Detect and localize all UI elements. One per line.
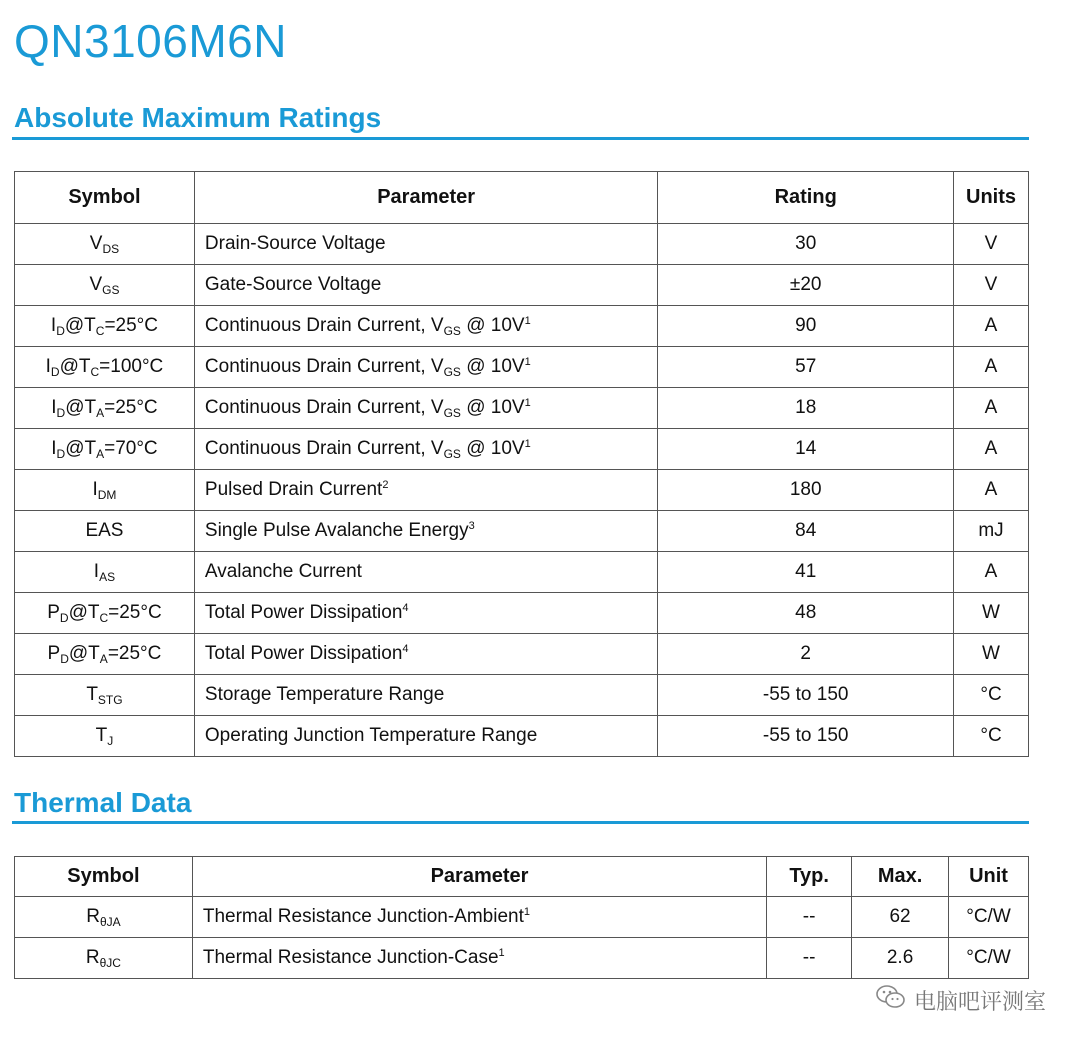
thermal-heading: Thermal Data	[14, 787, 192, 818]
rating-cell: 57	[658, 347, 954, 388]
table-row	[15, 552, 1029, 593]
rating-cell: -55 to 150	[658, 675, 954, 716]
unit-cell: A	[954, 429, 1029, 470]
symbol-main: P	[47, 642, 61, 664]
parameter-text: Continuous Drain Current, V	[204, 437, 444, 459]
symbol-subscript: D	[50, 364, 60, 379]
symbol-main: I	[93, 560, 100, 582]
footnote-ref: 1	[524, 314, 531, 327]
symbol-condition: @T	[59, 355, 91, 377]
parameter-cell	[194, 429, 657, 470]
footnote-ref: 1	[524, 396, 531, 409]
thermal-col-parameter-header: Parameter	[192, 857, 766, 897]
page-title: QN3106M6N	[14, 15, 287, 67]
unit-cell: A	[954, 347, 1029, 388]
footnote-ref: 2	[382, 479, 389, 491]
col-rating-header: Rating	[658, 172, 954, 224]
symbol-condition-subscript: C	[99, 610, 109, 625]
symbol-subscript: AS	[99, 569, 116, 584]
parameter-text: Single Pulse Avalanche Energy	[204, 520, 469, 541]
symbol-subscript: DS	[102, 241, 120, 256]
unit-cell: A	[954, 388, 1029, 429]
parameter-condition: @ 10V	[460, 437, 525, 459]
symbol-cell	[15, 897, 193, 938]
table-row	[15, 511, 1029, 552]
symbol-subscript: DM	[97, 487, 117, 502]
symbol-cell	[15, 938, 193, 979]
thermal-col-symbol-header: Symbol	[15, 857, 193, 897]
table-row	[15, 938, 1029, 979]
symbol-condition-subscript: C	[90, 364, 100, 379]
symbol-main: T	[86, 683, 98, 705]
parameter-cell	[194, 716, 657, 757]
rating-cell: -55 to 150	[658, 716, 954, 757]
parameter-subscript: GS	[443, 405, 461, 420]
symbol-main: I	[50, 314, 57, 336]
abs-max-rule	[12, 137, 1029, 140]
parameter-text: Continuous Drain Current, V	[204, 355, 444, 377]
rating-cell: ±20	[658, 265, 954, 306]
symbol-condition-value: =25°C	[107, 642, 162, 664]
symbol-subscript: D	[56, 405, 66, 420]
table-row	[15, 634, 1029, 675]
table-row	[15, 265, 1029, 306]
symbol-condition-value: =25°C	[104, 396, 158, 418]
unit-cell: °C/W	[949, 897, 1029, 938]
symbol-main: EAS	[85, 520, 124, 541]
rating-cell: 14	[658, 429, 954, 470]
parameter-text: Operating Junction Temperature Range	[204, 725, 538, 746]
symbol-condition-subscript: A	[96, 446, 105, 461]
parameter-cell	[194, 306, 657, 347]
footnote-ref: 4	[402, 602, 409, 614]
table-row	[15, 347, 1029, 388]
symbol-cell	[15, 716, 195, 757]
parameter-cell	[194, 552, 657, 593]
parameter-subscript: GS	[443, 323, 461, 338]
col-units-header: Units	[954, 172, 1029, 224]
rating-cell: 18	[658, 388, 954, 429]
table-row	[15, 716, 1029, 757]
thermal-col-typ-header: Typ.	[767, 857, 852, 897]
rating-cell: 2	[658, 634, 954, 675]
footnote-ref: 1	[498, 947, 505, 959]
col-parameter-header: Parameter	[194, 172, 657, 224]
unit-cell: A	[954, 552, 1029, 593]
rating-cell: 90	[658, 306, 954, 347]
footnote-ref: 1	[524, 437, 531, 450]
parameter-text: Thermal Resistance Junction-Case	[202, 947, 499, 968]
thermal-col-max-header: Max.	[852, 857, 949, 897]
symbol-cell	[15, 593, 195, 634]
symbol-main: V	[89, 273, 103, 295]
abs-max-heading: Absolute Maximum Ratings	[14, 102, 382, 133]
parameter-cell	[194, 224, 657, 265]
unit-cell: °C/W	[949, 938, 1029, 979]
parameter-cell	[194, 470, 657, 511]
symbol-subscript: D	[60, 651, 69, 666]
symbol-subscript: D	[56, 323, 65, 338]
abs-max-header-row	[15, 172, 1029, 224]
table-row	[15, 593, 1029, 634]
symbol-main: R	[85, 946, 100, 968]
symbol-cell	[15, 429, 195, 470]
unit-cell: W	[954, 593, 1029, 634]
abs-max-table	[14, 171, 1029, 757]
unit-cell: A	[954, 470, 1029, 511]
symbol-main: I	[51, 396, 57, 418]
table-row	[15, 388, 1029, 429]
thermal-rule	[12, 821, 1029, 824]
parameter-text: Continuous Drain Current, V	[204, 396, 444, 418]
parameter-text: Gate-Source Voltage	[204, 274, 382, 295]
unit-cell: A	[954, 306, 1029, 347]
symbol-condition: @T	[64, 314, 96, 336]
parameter-subscript: GS	[443, 364, 461, 379]
max-cell: 62	[852, 897, 949, 938]
symbol-condition: @T	[68, 601, 100, 623]
thermal-header-row	[15, 857, 1029, 897]
parameter-text: Avalanche Current	[204, 561, 362, 582]
parameter-text: Total Power Dissipation	[204, 643, 403, 664]
symbol-cell	[15, 388, 195, 429]
table-row	[15, 897, 1029, 938]
symbol-cell	[15, 675, 195, 716]
symbol-main: R	[86, 905, 100, 927]
typ-cell: --	[767, 897, 852, 938]
parameter-condition: @ 10V	[460, 396, 525, 418]
symbol-subscript: D	[59, 610, 69, 625]
thermal-table	[14, 856, 1029, 979]
symbol-cell	[15, 265, 195, 306]
symbol-cell	[15, 511, 195, 552]
rating-cell: 41	[658, 552, 954, 593]
parameter-condition: @ 10V	[460, 355, 525, 377]
table-row	[15, 470, 1029, 511]
parameter-cell	[194, 593, 657, 634]
typ-cell: --	[767, 938, 852, 979]
symbol-cell	[15, 347, 195, 388]
rating-cell: 48	[658, 593, 954, 634]
symbol-cell	[15, 552, 195, 593]
unit-cell: V	[954, 224, 1029, 265]
unit-cell: mJ	[954, 511, 1029, 552]
symbol-cell	[15, 470, 195, 511]
col-symbol-header: Symbol	[15, 172, 195, 224]
max-cell: 2.6	[852, 938, 949, 979]
symbol-condition-subscript: A	[99, 651, 108, 666]
symbol-cell	[15, 634, 195, 675]
symbol-condition-subscript: C	[95, 323, 105, 338]
footnote-ref: 1	[523, 906, 530, 918]
symbol-condition: @T	[65, 437, 97, 459]
parameter-text: Drain-Source Voltage	[204, 233, 386, 254]
footnote-ref: 1	[524, 355, 531, 368]
table-row	[15, 306, 1029, 347]
symbol-main: I	[51, 437, 57, 459]
table-row	[15, 429, 1029, 470]
symbol-subscript: STG	[97, 692, 123, 707]
symbol-subscript: GS	[102, 282, 120, 297]
thermal-col-unit-header: Unit	[949, 857, 1029, 897]
parameter-cell	[194, 511, 657, 552]
unit-cell: °C	[954, 675, 1029, 716]
parameter-cell	[194, 675, 657, 716]
rating-cell: 84	[658, 511, 954, 552]
unit-cell: W	[954, 634, 1029, 675]
symbol-condition-value: =25°C	[104, 314, 158, 336]
parameter-cell	[192, 938, 766, 979]
watermark-text: 电脑吧评测室	[913, 988, 1046, 1014]
symbol-condition-value: =70°C	[104, 437, 158, 459]
parameter-text: Pulsed Drain Current	[204, 479, 383, 500]
symbol-condition: @T	[65, 396, 97, 418]
symbol-subscript: θJC	[99, 955, 121, 970]
parameter-cell	[194, 265, 657, 306]
parameter-subscript: GS	[443, 446, 461, 461]
parameter-text: Total Power Dissipation	[204, 602, 403, 623]
symbol-subscript: θJA	[99, 914, 121, 929]
unit-cell: V	[954, 265, 1029, 306]
symbol-condition-value: =100°C	[99, 355, 164, 377]
symbol-cell	[15, 224, 195, 265]
watermark	[876, 984, 1046, 1016]
table-row	[15, 675, 1029, 716]
symbol-subscript: D	[56, 446, 66, 461]
wechat-icon	[876, 984, 906, 1016]
parameter-text: Storage Temperature Range	[204, 684, 445, 705]
parameter-condition: @ 10V	[460, 314, 525, 336]
symbol-condition: @T	[68, 642, 100, 664]
symbol-condition-value: =25°C	[108, 601, 162, 623]
symbol-main: P	[47, 601, 60, 623]
rating-cell: 30	[658, 224, 954, 265]
parameter-cell	[194, 388, 657, 429]
footnote-ref: 3	[468, 520, 475, 532]
parameter-text: Thermal Resistance Junction-Ambient	[202, 906, 524, 927]
parameter-cell	[194, 347, 657, 388]
table-row	[15, 224, 1029, 265]
symbol-main: I	[92, 478, 98, 500]
symbol-cell	[15, 306, 195, 347]
footnote-ref: 4	[402, 643, 409, 655]
unit-cell: °C	[954, 716, 1029, 757]
parameter-cell	[192, 897, 766, 938]
parameter-text: Continuous Drain Current, V	[204, 314, 444, 336]
symbol-main: V	[89, 232, 103, 254]
symbol-main: T	[95, 724, 108, 746]
parameter-cell	[194, 634, 657, 675]
symbol-main: I	[45, 355, 51, 377]
symbol-condition-subscript: A	[96, 405, 105, 420]
rating-cell: 180	[658, 470, 954, 511]
symbol-subscript: J	[107, 733, 114, 748]
